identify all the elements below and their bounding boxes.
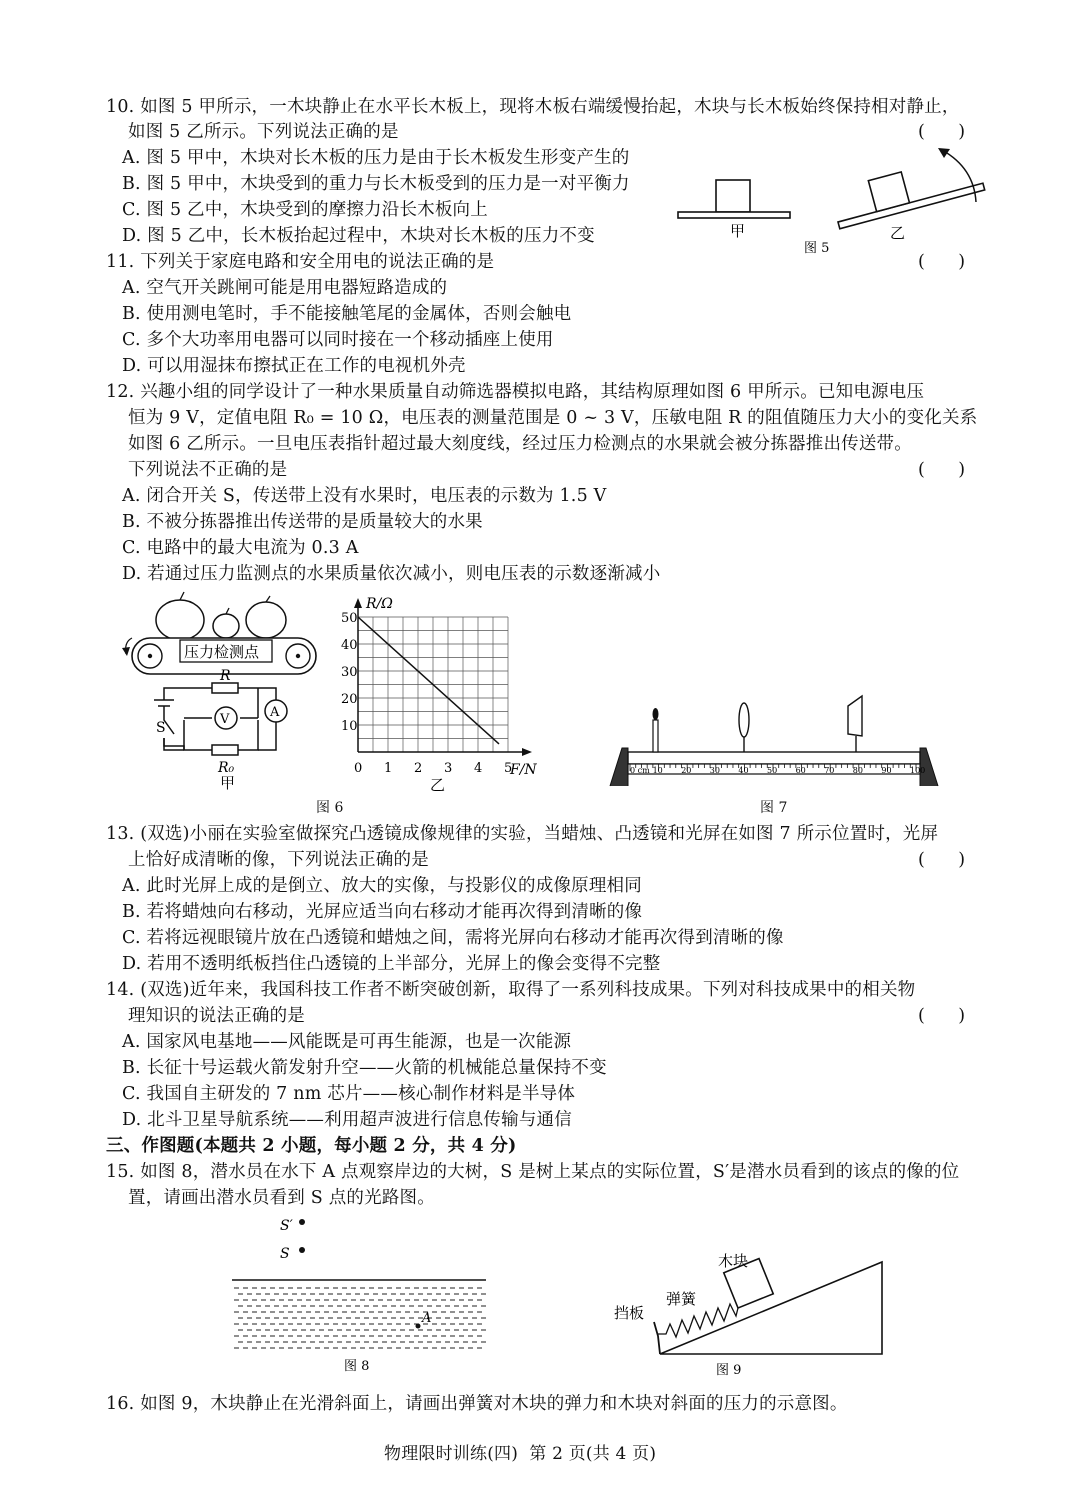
fig5-jia-drawing [678, 180, 790, 218]
fig6-caption: 图 6 [316, 800, 344, 816]
q14-stem-line2: 理知识的说法正确的是 [128, 1006, 305, 1026]
q12-stem-line1: 12. 兴趣小组的同学设计了一种水果质量自动筛选器模拟电路，其结构原理如图 6 甲所示。已知电源电压 [106, 382, 925, 402]
figure-9 [608, 1236, 898, 1376]
q10-answer-paren: ( ) [918, 122, 966, 142]
candle [653, 708, 659, 752]
q15-stem-line2: 置，请画出潜水员看到 S 点的光路图。 [128, 1188, 435, 1208]
q12-stem-line2: 恒为 9 V，定值电阻 R₀ = 10 Ω，电压表的测量范围是 0 ~ 3 V，压敏电阻 R 的阻值随压力大小的变化关系 [128, 408, 978, 428]
fig5-caption: 图 5 [804, 241, 830, 256]
chart-y-tick-label: 50 [341, 611, 358, 626]
q14-option-b: B. 长征十号运载火箭发射升空——火箭的机械能总量保持不变 [122, 1058, 607, 1078]
chart-x-tick-label: 2 [414, 761, 423, 776]
chart-y-axis-label: R/Ω [366, 596, 393, 612]
pressure-detect-label: 压力检测点 [184, 643, 260, 661]
point-s [299, 1247, 305, 1253]
label-s: S [280, 1246, 290, 1262]
incline [660, 1262, 882, 1354]
chart-x-tick-label: 3 [444, 761, 453, 776]
q10-stem-line1: 10. 如图 5 甲所示，一木块静止在水平长木板上，现将木板右端缓慢抬起，木块与长木板始终保持相对静止， [106, 97, 960, 117]
ruler-label: 70 [824, 766, 835, 775]
fig7-caption: 图 7 [760, 800, 788, 816]
q11-option-a: A. 空气开关跳闸可能是用电器短路造成的 [122, 278, 448, 298]
chart-x-tick-label: 1 [384, 761, 393, 776]
point-s-prime [299, 1219, 305, 1225]
q15-stem-line1: 15. 如图 8，潜水员在水下 A 点观察岸边的大树，S 是树上某点的实际位置，S′是潜水员看到的该点的像的位 [106, 1162, 960, 1182]
q12-option-d: D. 若通过压力监测点的水果质量依次减小，则电压表的示数逐渐减小 [122, 564, 661, 584]
point-a [416, 1324, 421, 1329]
q16-stem: 16. 如图 9，木块静止在光滑斜面上，请画出弹簧对木块的弹力和木块对斜面的压力的示意图。 [106, 1394, 848, 1414]
q14-stem-line1: 14. (双选)近年来，我国科技工作者不断突破创新，取得了一系列科技成果。下列对科技成果中的相关物 [106, 980, 916, 1000]
q10-option-c: C. 图 5 乙中，木块受到的摩擦力沿长木板向上 [122, 200, 488, 220]
q12-answer-paren: ( ) [918, 460, 966, 480]
q13-answer-paren: ( ) [918, 850, 966, 870]
chart-x-tick-label: 0 [354, 761, 363, 776]
resistor-r-label: R [220, 668, 231, 684]
label-s-prime: S′ [280, 1218, 293, 1234]
spring-label: 弹簧 [666, 1290, 697, 1308]
q13-option-a: A. 此时光屏上成的是倒立、放大的实像，与投影仪的成像原理相同 [122, 876, 642, 896]
chart-axes [354, 598, 532, 756]
convex-lens [739, 703, 749, 752]
q13-option-d: D. 若用不透明纸板挡住凸透镜的上半部分，光屏上的像会变得不完整 [122, 954, 661, 974]
ammeter-label: A [270, 705, 280, 720]
q13-stem-line2: 上恰好成清晰的像，下列说法正确的是 [128, 850, 429, 870]
ruler-label: 100 [910, 766, 926, 775]
ruler-label: 90 [881, 766, 892, 775]
ruler-label: 60 [795, 766, 806, 775]
chart-y-tick-label: 10 [341, 719, 358, 734]
q11-stem: 11. 下列关于家庭电路和安全用电的说法正确的是 [106, 252, 495, 272]
q10-option-a: A. 图 5 甲中，木块对长木板的压力是由于长木板发生形变产生的 [122, 148, 630, 168]
section-3-heading: 三、作图题(本题共 2 小题，每小题 2 分，共 4 分) [106, 1136, 517, 1156]
fig6-jia-label: 甲 [220, 774, 236, 792]
figure-7 [600, 690, 940, 790]
q10-option-b: B. 图 5 甲中，木块受到的重力与长木板受到的压力是一对平衡力 [122, 174, 630, 194]
fruits [156, 592, 286, 640]
figure-8 [228, 1210, 490, 1372]
ruler-label: 30 [709, 766, 720, 775]
q14-option-c: C. 我国自主研发的 7 nm 芯片——核心制作材料是半导体 [122, 1084, 576, 1104]
q11-option-b: B. 使用测电笔时，手不能接触笔尾的金属体，否则会触电 [122, 304, 572, 324]
q13-stem-line1: 13. (双选)小丽在实验室做探究凸透镜成像规律的实验，当蜡烛、凸透镜和光屏在如图 7 所示位置时，光屏 [106, 824, 939, 844]
chart-y-arrow [354, 598, 362, 608]
fig5-label-jia: 甲 [730, 222, 746, 240]
q10-stem-line2: 如图 5 乙所示。下列说法正确的是 [128, 122, 399, 142]
fig6-yi-label: 乙 [430, 776, 446, 794]
ruler-label: 20 [681, 766, 692, 775]
page-footer: 物理限时训练(四) 第 2 页(共 4 页) [384, 1444, 657, 1464]
chart-y-tick-label: 30 [341, 665, 358, 680]
water-dashes [234, 1288, 486, 1348]
ruler-label: 0 cm [630, 766, 650, 775]
block-label: 木块 [718, 1252, 749, 1270]
chart-y-tick-label: 40 [341, 638, 358, 653]
q10-option-d: D. 图 5 乙中，长木板抬起过程中，木块对长木板的压力不变 [122, 226, 595, 246]
q14-option-a: A. 国家风电基地——风能既是可再生能源，也是一次能源 [122, 1032, 572, 1052]
switch-s-label: S [156, 720, 166, 736]
fig5-label-yi: 乙 [890, 224, 906, 242]
figure-5 [670, 140, 990, 260]
q14-answer-paren: ( ) [918, 1006, 966, 1026]
ruler-label: 40 [738, 766, 749, 775]
figure-6-jia [118, 590, 328, 800]
fig5-yi-drawing [830, 152, 985, 228]
q13-option-b: B. 若将蜡烛向右移动，光屏应适当向右移动才能再次得到清晰的像 [122, 902, 643, 922]
baffle [654, 1322, 660, 1354]
q13-option-c: C. 若将远视眼镜片放在凸透镜和蜡烛之间，需将光屏向右移动才能再次得到清晰的像 [122, 928, 784, 948]
figure-6-yi-chart [336, 592, 546, 798]
q11-option-c: C. 多个大功率用电器可以同时接在一个移动插座上使用 [122, 330, 554, 350]
q12-option-c: C. 电路中的最大电流为 0.3 A [122, 538, 359, 558]
q11-answer-paren: ( ) [918, 252, 966, 272]
ruler-label: 50 [767, 766, 778, 775]
chart-x-tick-label: 4 [474, 761, 483, 776]
label-a: A [422, 1311, 432, 1326]
q12-stem-line3: 如图 6 乙所示。一旦电压表指针超过最大刻度线，经过压力检测点的水果就会被分拣器推出传送带。 [128, 434, 912, 454]
q14-option-d: D. 北斗卫星导航系统——利用超声波进行信息传输与通信 [122, 1110, 572, 1130]
resistor-r0-label: R₀ [218, 760, 235, 776]
chart-x-axis-label: F/N [510, 762, 537, 778]
fig9-caption: 图 9 [716, 1363, 742, 1378]
chart-y-tick-label: 20 [341, 692, 358, 707]
voltmeter-label: V [220, 712, 230, 727]
q11-option-d: D. 可以用湿抹布擦拭正在工作的电视机外壳 [122, 356, 466, 376]
q12-stem-line4: 下列说法不正确的是 [128, 460, 288, 480]
ruler-label: 10 [652, 766, 663, 775]
baffle-label: 挡板 [614, 1304, 645, 1322]
q12-option-a: A. 闭合开关 S，传送带上没有水果时，电压表的示数为 1.5 V [122, 486, 607, 506]
chart-x-arrow [522, 748, 532, 756]
fig8-caption: 图 8 [344, 1359, 370, 1374]
light-screen [848, 696, 862, 752]
ruler-label: 80 [852, 766, 863, 775]
q12-option-b: B. 不被分拣器推出传送带的是质量较大的水果 [122, 512, 483, 532]
chart-x-tick-label: 5 [504, 761, 513, 776]
